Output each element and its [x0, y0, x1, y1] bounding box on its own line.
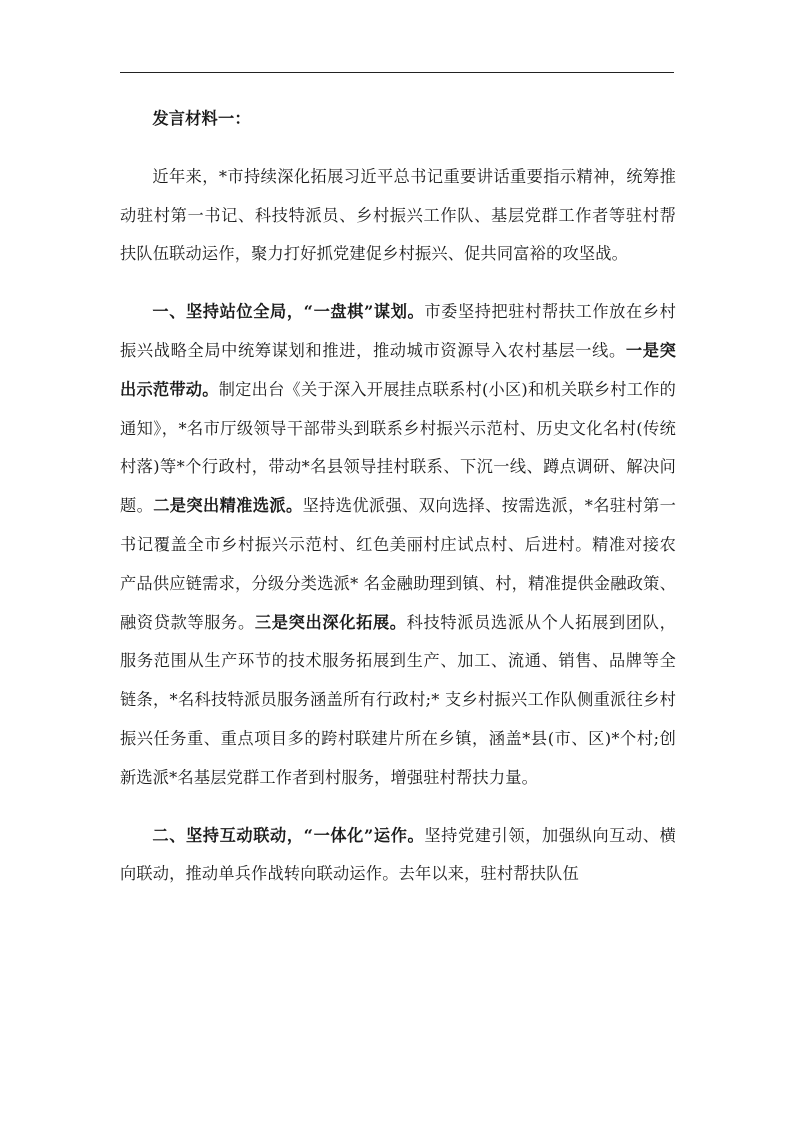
header-rule: [120, 72, 674, 73]
document-heading: 发言材料一：: [152, 109, 251, 128]
section2-title: 二、坚持互动联动，“一体化”运作。: [152, 825, 425, 845]
section1-item3-title: 三是突出深化拓展。: [254, 612, 407, 632]
intro-paragraph: 近年来，*市持续深化拓展习近平总书记重要讲话重要指示精神，统筹推动驻村第一书记、科技特派员、乡村振兴工作队、基层党群工作者等驻村帮扶队伍联动运作，聚力打好抓党建促乡村振兴、促共同富裕的攻坚战。: [120, 166, 676, 264]
section1-item2-text: 坚持选优派强、双向选择、按需选派，*名驻村第一书记覆盖全市乡村振兴示范村、红色美丽村庄试点村、后进村。精准对接农产品供应链需求，分级分类选派* 名金融助理到镇、村，精准提供金融政策、融资贷款等服务。: [120, 496, 676, 632]
section1-item1-text: 制定出台《关于深入开展挂点联系村(小区)和机关联乡村工作的通知》，*名市厅级领导干部带头到联系乡村振兴示范村、历史文化名村(传统村落)等*个行政村，带动*名县领导挂村联系、下沉一线、蹲点调研、解决问题。: [120, 379, 676, 516]
section1-item3-text: 科技特派员选派从个人拓展到团队，服务范围从生产环节的技术服务拓展到生产、加工、流通、销售、品牌等全链条，*名科技特派员服务涵盖所有行政村;* 支乡村振兴工作队侧重派往乡村振兴任务重、重点项目多的跨村联建片所在乡镇，涵盖*县(市、区)*个村;创新选派*名基层党群工作者到村服务，增强驻村帮扶力量。: [120, 612, 676, 787]
section1-title: 一、坚持站位全局，“一盘棋”谋划。: [152, 302, 425, 322]
document-body: [120, 100, 676, 894]
section1-paragraph: [120, 293, 676, 797]
section1-item2-title: 二是突出精准选派。: [153, 496, 303, 516]
section2-paragraph: [120, 817, 676, 895]
section1-item1-title: 一是突出示范带动。: [120, 340, 677, 399]
section1-lead: 市委坚持把驻村帮扶工作放在乡村振兴战略全局中统筹谋划和推进，推动城市资源导入农村基层一线。: [120, 302, 676, 360]
section2-lead: 坚持党建引领，加强纵向互动、横向联动，推动单兵作战转向联动运作。去年以来，驻村帮扶队伍: [120, 825, 676, 884]
